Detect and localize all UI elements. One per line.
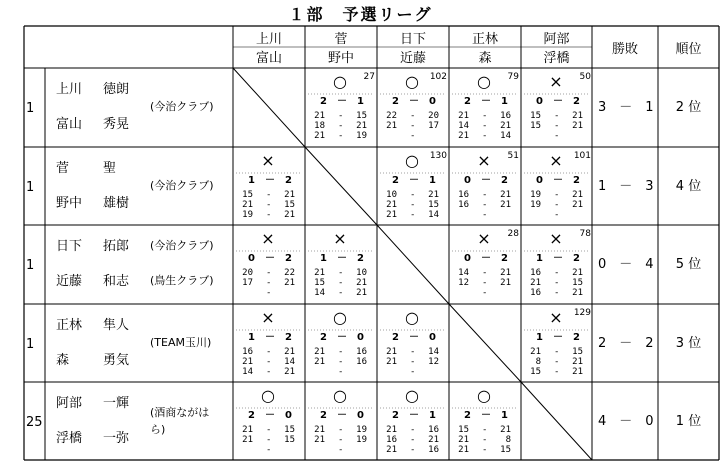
match-set-score: 2 － 0: [392, 96, 436, 107]
game-score-left: 16: [386, 435, 397, 445]
game-score-dash: -: [482, 445, 488, 455]
game-score-dash: -: [338, 425, 344, 435]
game-score-right: 15: [356, 111, 367, 121]
game-score-dash: -: [338, 131, 344, 141]
match-result-mark: ×: [549, 72, 563, 91]
game-score-dash: -: [338, 288, 344, 298]
header-team-line2: 森: [478, 51, 492, 66]
game-score-right: 21: [284, 190, 295, 200]
game-score-left: 21: [314, 111, 325, 121]
game-score-dash: -: [554, 357, 560, 367]
game-score-dash: -: [482, 210, 488, 220]
match-set-score: 2 － 0: [320, 332, 364, 343]
game-score-dash: -: [554, 121, 560, 131]
game-score-dash: -: [338, 278, 344, 288]
match-result-mark: ○: [333, 386, 347, 405]
game-score-dash: -: [266, 268, 272, 278]
game-score-dash: -: [482, 121, 488, 131]
game-score-dash: -: [482, 435, 488, 445]
game-score-dash: -: [410, 357, 416, 367]
game-score-dash: -: [554, 131, 560, 141]
win-loss-record: 1 － 3: [598, 179, 654, 194]
game-score-left: 18: [314, 121, 325, 131]
game-score-dash: -: [266, 357, 272, 367]
seed-number: 1: [26, 101, 35, 116]
player2-family: 森: [56, 353, 70, 368]
game-score-dash: -: [338, 121, 344, 131]
self-match-diagonal: [305, 147, 377, 225]
header-team-line2: 近藤: [399, 51, 426, 66]
game-score-right: 17: [428, 121, 439, 131]
game-score-left: 14: [314, 288, 325, 298]
game-score-right: 15: [284, 435, 295, 445]
game-score-left: 15: [458, 425, 469, 435]
game-score-dash: -: [554, 347, 560, 357]
game-score-left: 17: [242, 278, 253, 288]
win-loss-record: 2 － 2: [598, 336, 654, 351]
header-winloss: 勝敗: [611, 42, 638, 57]
game-score-left: 21: [530, 347, 541, 357]
win-loss-record: 0 － 4: [598, 257, 654, 272]
game-score-dash: -: [338, 347, 344, 357]
game-score-left: 21: [458, 131, 469, 141]
match-result-mark: ○: [405, 386, 419, 405]
game-score-dash: -: [410, 200, 416, 210]
game-score-right: 20: [428, 111, 439, 121]
game-score-right: 21: [500, 121, 511, 131]
game-score-right: 16: [356, 347, 367, 357]
match-result-mark: ○: [333, 72, 347, 91]
game-score-dash: -: [482, 425, 488, 435]
header-rank: 順位: [675, 42, 702, 57]
match-number: 78: [579, 229, 591, 239]
club-name-2: (鳥生クラブ): [150, 274, 214, 287]
game-score-right: 21: [572, 190, 583, 200]
game-score-right: 21: [572, 200, 583, 210]
game-score-left: 21: [386, 121, 397, 131]
game-score-dash: -: [266, 278, 272, 288]
game-score-right: 8: [505, 435, 511, 445]
game-score-right: 22: [284, 268, 295, 278]
game-score-left: 16: [242, 347, 253, 357]
game-score-right: 15: [284, 200, 295, 210]
game-score-dash: -: [338, 367, 344, 377]
seed-number: 25: [26, 415, 43, 430]
game-score-dash: -: [338, 435, 344, 445]
self-match-diagonal: [233, 68, 305, 147]
game-score-left: 14: [458, 268, 469, 278]
game-score-dash: -: [410, 367, 416, 377]
game-score-left: 21: [386, 357, 397, 367]
game-score-left: 21: [386, 425, 397, 435]
game-score-right: 21: [356, 278, 367, 288]
win-loss-record: 3 － 1: [598, 100, 654, 115]
rank-value: 2 位: [675, 100, 702, 115]
game-score-left: 16: [530, 268, 541, 278]
game-score-dash: -: [554, 278, 560, 288]
match-set-score: 2 － 0: [320, 410, 364, 421]
match-result-mark: ○: [477, 72, 491, 91]
game-score-dash: -: [554, 190, 560, 200]
header-team-line1: 阿部: [543, 32, 570, 47]
match-number: 79: [507, 72, 519, 82]
match-number: 50: [579, 72, 591, 82]
match-result-mark: ○: [405, 151, 419, 170]
game-score-dash: -: [410, 121, 416, 131]
game-score-dash: -: [266, 425, 272, 435]
game-score-left: 21: [386, 210, 397, 220]
game-score-dash: -: [338, 357, 344, 367]
match-result-mark: ×: [261, 229, 275, 248]
match-result-mark: ×: [477, 151, 491, 170]
match-result-mark: ○: [261, 386, 275, 405]
game-score-right: 21: [500, 190, 511, 200]
game-score-left: 21: [314, 268, 325, 278]
header-team-line1: 正林: [471, 32, 498, 47]
player2-family: 富山: [56, 117, 83, 132]
seed-number: 1: [26, 180, 35, 195]
club-name: (TEAM玉川): [150, 336, 212, 349]
club-name: (酒商ながは: [150, 406, 210, 419]
game-score-right: 21: [500, 278, 511, 288]
game-score-left: 16: [458, 190, 469, 200]
game-score-left: 15: [530, 121, 541, 131]
match-set-score: 2 － 1: [464, 410, 508, 421]
player2-given: 一弥: [103, 431, 130, 446]
match-result-mark: ×: [261, 151, 275, 170]
game-score-right: 21: [284, 367, 295, 377]
match-set-score: 2 － 1: [320, 96, 364, 107]
rank-value: 1 位: [675, 414, 702, 429]
game-score-dash: -: [554, 111, 560, 121]
match-set-score: 2 － 1: [464, 96, 508, 107]
game-score-left: 19: [530, 190, 541, 200]
game-score-dash: -: [554, 210, 560, 220]
match-set-score: 0 － 2: [536, 175, 580, 186]
player1-given: 拓郎: [103, 239, 130, 254]
game-score-left: 19: [530, 200, 541, 210]
rank-value: 3 位: [675, 336, 702, 351]
header-team-line2: 富山: [255, 51, 282, 66]
rank-value: 4 位: [675, 179, 702, 194]
game-score-dash: -: [266, 445, 272, 455]
game-score-left: 12: [458, 278, 469, 288]
game-score-left: 21: [386, 445, 397, 455]
game-score-left: 20: [242, 268, 253, 278]
game-score-dash: -: [410, 445, 416, 455]
match-number: 28: [507, 229, 519, 239]
game-score-left: 21: [314, 357, 325, 367]
seed-number: 1: [26, 258, 35, 273]
match-set-score: 1 － 2: [320, 253, 364, 264]
game-score-right: 19: [356, 435, 367, 445]
game-score-right: 21: [572, 288, 583, 298]
game-score-dash: -: [554, 367, 560, 377]
game-score-dash: -: [482, 111, 488, 121]
match-set-score: 2 － 0: [392, 332, 436, 343]
rank-value: 5 位: [675, 257, 702, 272]
game-score-right: 21: [572, 121, 583, 131]
club-name: (今治クラブ): [150, 179, 214, 192]
game-score-dash: -: [410, 347, 416, 357]
game-score-right: 21: [572, 111, 583, 121]
match-set-score: 2 － 1: [392, 410, 436, 421]
game-score-right: 16: [428, 425, 439, 435]
game-score-dash: -: [482, 268, 488, 278]
player1-family: 日下: [56, 239, 83, 254]
match-result-mark: ○: [405, 308, 419, 327]
game-score-dash: -: [554, 200, 560, 210]
game-score-right: 16: [428, 445, 439, 455]
self-match-diagonal: [377, 225, 449, 304]
game-score-left: 15: [530, 111, 541, 121]
player1-family: 菅: [56, 161, 70, 176]
game-score-right: 21: [500, 268, 511, 278]
match-set-score: 2 － 1: [392, 175, 436, 186]
game-score-dash: -: [482, 131, 488, 141]
player2-given: 勇気: [103, 353, 130, 368]
game-score-dash: -: [482, 278, 488, 288]
match-set-score: 0 － 2: [536, 96, 580, 107]
game-score-right: 21: [284, 210, 295, 220]
game-score-right: 21: [356, 288, 367, 298]
player2-family: 浮橋: [56, 431, 83, 446]
header-team-line2: 浮橋: [543, 51, 570, 66]
match-set-score: 0 － 2: [464, 175, 508, 186]
match-set-score: 1 － 2: [248, 175, 292, 186]
game-score-right: 21: [500, 200, 511, 210]
player1-given: 徳朗: [103, 82, 130, 97]
player1-family: 上川: [56, 82, 83, 97]
game-score-dash: -: [266, 200, 272, 210]
game-score-dash: -: [266, 288, 272, 298]
match-result-mark: ×: [549, 151, 563, 170]
game-score-dash: -: [410, 435, 416, 445]
game-score-dash: -: [482, 200, 488, 210]
game-score-left: 22: [386, 111, 397, 121]
game-score-right: 14: [284, 357, 295, 367]
game-score-left: 19: [242, 210, 253, 220]
header-team-line1: 上川: [255, 32, 282, 47]
game-score-dash: -: [338, 268, 344, 278]
match-number: 130: [429, 151, 447, 161]
game-score-left: 21: [530, 278, 541, 288]
game-score-right: 21: [500, 425, 511, 435]
game-score-right: 21: [284, 278, 295, 288]
match-number: 27: [363, 72, 375, 82]
game-score-left: 21: [458, 435, 469, 445]
match-result-mark: ×: [549, 308, 563, 327]
player2-given: 和志: [103, 274, 130, 289]
seed-number: 1: [26, 337, 35, 352]
game-score-left: 16: [458, 200, 469, 210]
match-set-score: 1 － 2: [536, 253, 580, 264]
game-score-left: 21: [242, 425, 253, 435]
game-score-left: 21: [314, 435, 325, 445]
player2-given: 秀晃: [103, 117, 130, 132]
game-score-dash: -: [482, 190, 488, 200]
game-score-right: 19: [356, 425, 367, 435]
game-score-right: 19: [356, 131, 367, 141]
game-score-dash: -: [266, 190, 272, 200]
player1-given: 聖: [103, 161, 117, 176]
match-set-score: 0 － 2: [248, 253, 292, 264]
game-score-right: 15: [284, 425, 295, 435]
game-score-right: 21: [428, 435, 439, 445]
game-score-dash: -: [410, 131, 416, 141]
game-score-dash: -: [410, 210, 416, 220]
match-set-score: 2 － 0: [248, 410, 292, 421]
match-number: 129: [573, 308, 591, 318]
game-score-right: 21: [572, 268, 583, 278]
game-score-right: 12: [428, 357, 439, 367]
game-score-dash: -: [554, 288, 560, 298]
player1-family: 正林: [56, 318, 83, 333]
game-score-left: 15: [530, 367, 541, 377]
game-score-right: 14: [428, 210, 439, 220]
game-score-dash: -: [266, 367, 272, 377]
game-score-left: 21: [386, 200, 397, 210]
club-name: (今治クラブ): [150, 239, 214, 252]
game-score-right: 21: [428, 190, 439, 200]
game-score-left: 21: [242, 357, 253, 367]
match-number: 102: [429, 72, 447, 82]
game-score-dash: -: [410, 190, 416, 200]
game-score-right: 21: [284, 347, 295, 357]
game-score-right: 16: [500, 111, 511, 121]
game-score-right: 14: [428, 347, 439, 357]
game-score-left: 21: [458, 111, 469, 121]
game-score-left: 8: [535, 357, 541, 367]
game-score-left: 14: [242, 367, 253, 377]
game-score-right: 15: [500, 445, 511, 455]
player2-family: 近藤: [56, 274, 83, 289]
game-score-left: 21: [314, 131, 325, 141]
game-score-dash: -: [410, 111, 416, 121]
game-score-dash: -: [266, 347, 272, 357]
club-name: (今治クラブ): [150, 100, 214, 113]
game-score-left: 21: [242, 435, 253, 445]
game-score-dash: -: [410, 425, 416, 435]
game-score-left: 15: [242, 190, 253, 200]
game-score-dash: -: [554, 268, 560, 278]
win-loss-record: 4 － 0: [598, 414, 654, 429]
match-number: 101: [573, 151, 591, 161]
match-result-mark: ○: [405, 72, 419, 91]
game-score-dash: -: [266, 435, 272, 445]
match-result-mark: ○: [333, 308, 347, 327]
club-name-2: ら): [150, 423, 166, 436]
game-score-dash: -: [266, 210, 272, 220]
match-result-mark: ×: [261, 308, 275, 327]
game-score-dash: -: [482, 288, 488, 298]
match-result-mark: ×: [477, 229, 491, 248]
game-score-right: 10: [356, 268, 367, 278]
match-set-score: 0 － 2: [464, 253, 508, 264]
game-score-right: 15: [572, 347, 583, 357]
page-title: １部 予選リーグ: [288, 5, 433, 24]
game-score-left: 21: [458, 445, 469, 455]
game-score-left: 16: [530, 288, 541, 298]
match-result-mark: ○: [477, 386, 491, 405]
match-set-score: 1 － 2: [248, 332, 292, 343]
match-number: 51: [507, 151, 519, 161]
game-score-right: 15: [572, 278, 583, 288]
player1-given: 一輝: [103, 396, 130, 411]
game-score-left: 21: [242, 200, 253, 210]
player2-family: 野中: [56, 196, 83, 211]
match-result-mark: ×: [549, 229, 563, 248]
match-set-score: 1 － 2: [536, 332, 580, 343]
game-score-left: 10: [386, 190, 397, 200]
game-score-left: 21: [386, 347, 397, 357]
game-score-dash: -: [338, 445, 344, 455]
game-score-right: 15: [428, 200, 439, 210]
player1-family: 阿部: [56, 396, 83, 411]
game-score-right: 21: [356, 121, 367, 131]
header-team-line1: 日下: [399, 32, 426, 47]
game-score-left: 21: [314, 347, 325, 357]
game-score-right: 21: [572, 367, 583, 377]
game-score-right: 21: [572, 357, 583, 367]
match-result-mark: ×: [333, 229, 347, 248]
game-score-dash: -: [338, 111, 344, 121]
player1-given: 隼人: [103, 318, 130, 333]
self-match-diagonal: [449, 304, 521, 382]
header-team-line1: 菅: [334, 32, 348, 47]
header-team-line2: 野中: [327, 51, 354, 66]
game-score-right: 16: [356, 357, 367, 367]
game-score-left: 15: [314, 278, 325, 288]
player2-given: 雄樹: [103, 196, 130, 211]
game-score-left: 21: [314, 425, 325, 435]
game-score-right: 14: [500, 131, 511, 141]
game-score-left: 14: [458, 121, 469, 131]
self-match-diagonal: [521, 382, 592, 460]
